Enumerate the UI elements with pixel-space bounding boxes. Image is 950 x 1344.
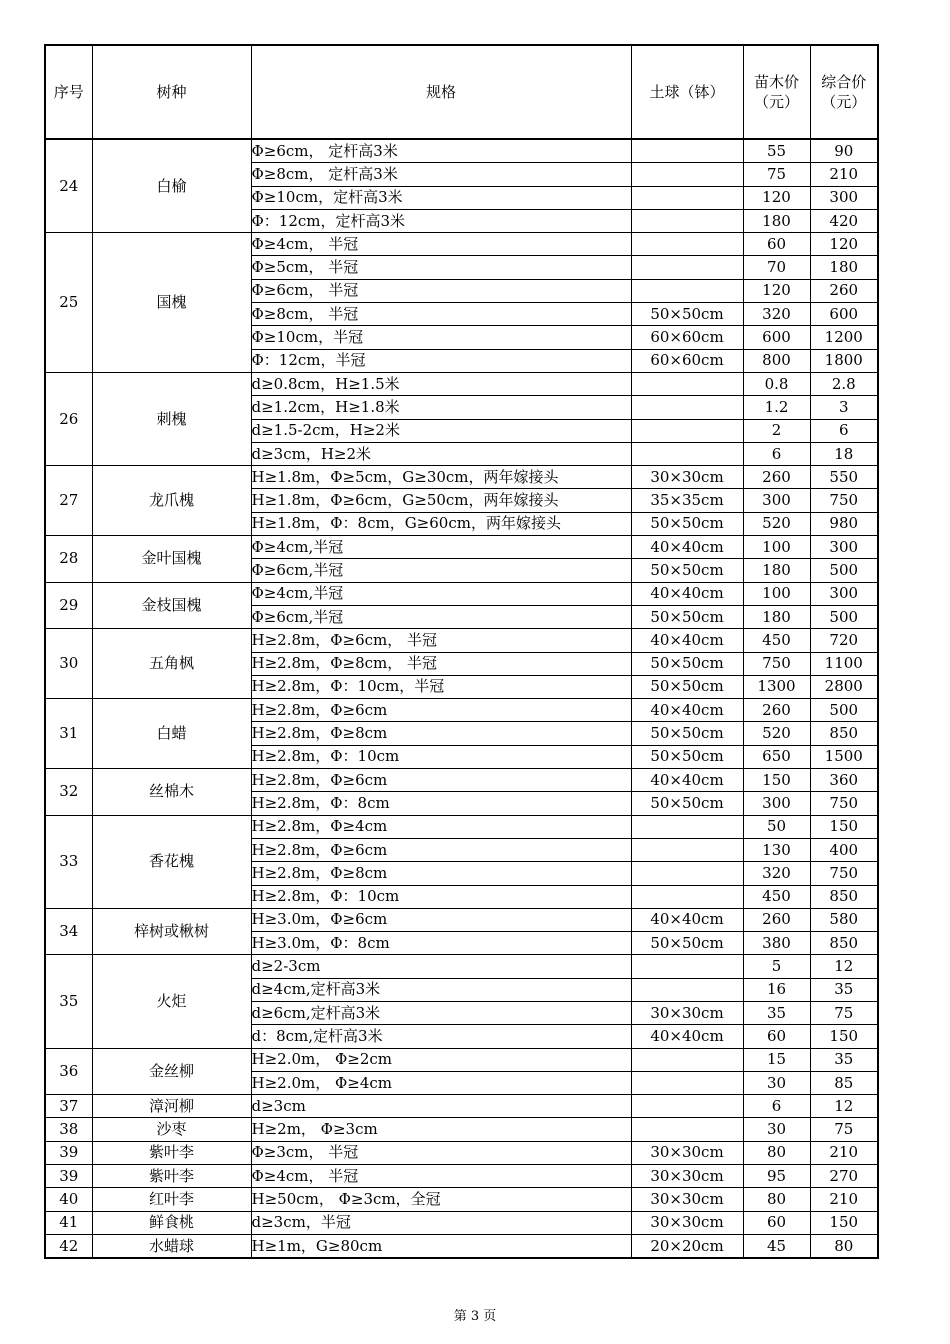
row-number: 42 xyxy=(45,1234,92,1258)
table-row xyxy=(45,582,878,605)
spec-cell: H≥2m， Φ≥3cm xyxy=(251,1118,631,1141)
table-row xyxy=(45,1234,878,1258)
soil-ball-cell xyxy=(631,955,743,978)
seedling-price-cell: 55 xyxy=(743,139,810,163)
spec-cell: Φ≥4cm,半冠 xyxy=(251,582,631,605)
tree-species: 漳河柳 xyxy=(92,1095,251,1118)
spec-cell: Φ≥6cm,半冠 xyxy=(251,605,631,628)
soil-ball-cell xyxy=(631,815,743,838)
seedling-price-cell: 6 xyxy=(743,442,810,465)
seedling-price-cell: 45 xyxy=(743,1234,810,1258)
seedling-price-cell: 80 xyxy=(743,1188,810,1211)
total-price-cell: 580 xyxy=(810,908,878,931)
total-price-cell: 750 xyxy=(810,862,878,885)
row-number: 32 xyxy=(45,769,92,816)
seedling-price-cell: 6 xyxy=(743,1095,810,1118)
spec-cell: Φ≥6cm， 定杆高3米 xyxy=(251,139,631,163)
spec-cell: d≥2-3cm xyxy=(251,955,631,978)
soil-ball-cell xyxy=(631,279,743,302)
soil-ball-cell xyxy=(631,1071,743,1094)
seedling-price-cell: 0.8 xyxy=(743,372,810,395)
seedling-price-cell: 300 xyxy=(743,489,810,512)
soil-ball-cell xyxy=(631,256,743,279)
seedling-price-cell: 260 xyxy=(743,466,810,489)
soil-ball-cell xyxy=(631,885,743,908)
spec-cell: H≥2.8m，Φ：10cm，半冠 xyxy=(251,675,631,698)
seedling-price-cell: 450 xyxy=(743,629,810,652)
tree-species: 白蜡 xyxy=(92,699,251,769)
soil-ball-cell: 30×30cm xyxy=(631,466,743,489)
seedling-price-cell: 100 xyxy=(743,582,810,605)
soil-ball-cell: 40×40cm xyxy=(631,769,743,792)
tree-species: 紫叶李 xyxy=(92,1141,251,1164)
total-price-cell: 420 xyxy=(810,209,878,232)
spec-cell: d≥1.2cm，H≥1.8米 xyxy=(251,396,631,419)
total-price-cell: 1100 xyxy=(810,652,878,675)
header-spec: 规格 xyxy=(251,45,631,139)
total-price-cell: 12 xyxy=(810,955,878,978)
total-price-cell: 75 xyxy=(810,1118,878,1141)
header-total-price-line2: （元） xyxy=(821,93,867,111)
total-price-cell: 1500 xyxy=(810,745,878,768)
spec-cell: d≥3cm，H≥2米 xyxy=(251,442,631,465)
seedling-price-cell: 320 xyxy=(743,303,810,326)
tree-species: 红叶李 xyxy=(92,1188,251,1211)
total-price-cell: 1200 xyxy=(810,326,878,349)
total-price-cell: 150 xyxy=(810,815,878,838)
spec-cell: H≥2.8m，Φ：10cm xyxy=(251,745,631,768)
spec-cell: H≥2.8m，Φ≥8cm xyxy=(251,722,631,745)
seedling-price-cell: 450 xyxy=(743,885,810,908)
seedling-price-cell: 75 xyxy=(743,163,810,186)
row-number: 26 xyxy=(45,372,92,465)
tree-species: 香花槐 xyxy=(92,815,251,908)
soil-ball-cell: 50×50cm xyxy=(631,559,743,582)
seedling-price-cell: 80 xyxy=(743,1141,810,1164)
row-number: 28 xyxy=(45,536,92,583)
seedling-price-cell: 800 xyxy=(743,349,810,372)
spec-cell: Φ≥5cm， 半冠 xyxy=(251,256,631,279)
table-row xyxy=(45,908,878,931)
seedling-price-cell: 150 xyxy=(743,769,810,792)
seedling-price-cell: 16 xyxy=(743,978,810,1001)
spec-cell: H≥3.0m，Φ：8cm xyxy=(251,932,631,955)
soil-ball-cell: 50×50cm xyxy=(631,605,743,628)
spec-cell: Φ≥3cm， 半冠 xyxy=(251,1141,631,1164)
spec-cell: H≥50cm， Φ≥3cm，全冠 xyxy=(251,1188,631,1211)
seedling-price-cell: 260 xyxy=(743,908,810,931)
row-number: 38 xyxy=(45,1118,92,1141)
spec-cell: H≥2.8m，Φ≥8cm， 半冠 xyxy=(251,652,631,675)
seedling-price-cell: 60 xyxy=(743,1025,810,1048)
seedling-price-cell: 15 xyxy=(743,1048,810,1071)
total-price-cell: 210 xyxy=(810,163,878,186)
total-price-cell: 12 xyxy=(810,1095,878,1118)
soil-ball-cell xyxy=(631,1095,743,1118)
total-price-cell: 150 xyxy=(810,1211,878,1234)
spec-cell: Φ≥4cm,半冠 xyxy=(251,536,631,559)
seedling-price-cell: 120 xyxy=(743,186,810,209)
seedling-price-cell: 180 xyxy=(743,209,810,232)
seedling-price-cell: 380 xyxy=(743,932,810,955)
spec-cell: H≥2.8m，Φ：8cm xyxy=(251,792,631,815)
total-price-cell: 260 xyxy=(810,279,878,302)
row-number: 39 xyxy=(45,1141,92,1164)
soil-ball-cell: 30×30cm xyxy=(631,1001,743,1024)
row-number: 36 xyxy=(45,1048,92,1095)
page-number: 第 3 页 xyxy=(453,1309,497,1324)
spec-cell: Φ≥4cm， 半冠 xyxy=(251,233,631,256)
table-row xyxy=(45,1211,878,1234)
soil-ball-cell xyxy=(631,139,743,163)
tree-species: 丝棉木 xyxy=(92,769,251,816)
total-price-cell: 980 xyxy=(810,512,878,535)
total-price-cell: 1800 xyxy=(810,349,878,372)
total-price-cell: 18 xyxy=(810,442,878,465)
header-seedling-price xyxy=(743,45,810,139)
total-price-cell: 120 xyxy=(810,233,878,256)
soil-ball-cell: 30×30cm xyxy=(631,1165,743,1188)
soil-ball-cell xyxy=(631,862,743,885)
total-price-cell: 85 xyxy=(810,1071,878,1094)
seedling-price-cell: 180 xyxy=(743,605,810,628)
soil-ball-cell: 40×40cm xyxy=(631,629,743,652)
row-number: 39 xyxy=(45,1165,92,1188)
spec-cell: H≥2.0m， Φ≥2cm xyxy=(251,1048,631,1071)
soil-ball-cell: 40×40cm xyxy=(631,1025,743,1048)
total-price-cell: 210 xyxy=(810,1188,878,1211)
table-row xyxy=(45,699,878,722)
header-seedling-price-line2: （元） xyxy=(753,93,799,111)
soil-ball-cell: 20×20cm xyxy=(631,1234,743,1258)
row-number: 34 xyxy=(45,908,92,955)
spec-cell: d≥0.8cm，H≥1.5米 xyxy=(251,372,631,395)
spec-cell: H≥2.8m，Φ≥4cm xyxy=(251,815,631,838)
spec-cell: Φ≥6cm,半冠 xyxy=(251,559,631,582)
table-row xyxy=(45,233,878,256)
seedling-price-cell: 260 xyxy=(743,699,810,722)
total-price-cell: 150 xyxy=(810,1025,878,1048)
soil-ball-cell xyxy=(631,838,743,861)
soil-ball-cell xyxy=(631,396,743,419)
spec-cell: Φ≥10cm，定杆高3米 xyxy=(251,186,631,209)
total-price-cell: 3 xyxy=(810,396,878,419)
total-price-cell: 2800 xyxy=(810,675,878,698)
seedling-price-cell: 1300 xyxy=(743,675,810,698)
soil-ball-cell xyxy=(631,978,743,1001)
seedling-price-cell: 100 xyxy=(743,536,810,559)
spec-cell: H≥1.8m，Φ：8cm，G≥60cm，两年嫁接头 xyxy=(251,512,631,535)
seedling-price-cell: 300 xyxy=(743,792,810,815)
soil-ball-cell xyxy=(631,233,743,256)
tree-species: 沙枣 xyxy=(92,1118,251,1141)
row-number: 31 xyxy=(45,699,92,769)
soil-ball-cell: 30×30cm xyxy=(631,1141,743,1164)
soil-ball-cell xyxy=(631,372,743,395)
spec-cell: H≥1.8m，Φ≥6cm，G≥50cm，两年嫁接头 xyxy=(251,489,631,512)
spec-cell: H≥2.8m，Φ≥6cm xyxy=(251,769,631,792)
soil-ball-cell xyxy=(631,419,743,442)
total-price-cell: 300 xyxy=(810,582,878,605)
table-row xyxy=(45,372,878,395)
seedling-price-cell: 35 xyxy=(743,1001,810,1024)
tree-species: 水蜡球 xyxy=(92,1234,251,1258)
spec-cell: d：8cm,定杆高3米 xyxy=(251,1025,631,1048)
total-price-cell: 35 xyxy=(810,978,878,1001)
total-price-cell: 90 xyxy=(810,139,878,163)
tree-species: 金丝柳 xyxy=(92,1048,251,1095)
spec-cell: H≥3.0m，Φ≥6cm xyxy=(251,908,631,931)
seedling-price-cell: 70 xyxy=(743,256,810,279)
spec-cell: H≥2.8m，Φ≥6cm， 半冠 xyxy=(251,629,631,652)
row-number: 33 xyxy=(45,815,92,908)
spec-cell: d≥3cm，半冠 xyxy=(251,1211,631,1234)
seedling-price-cell: 750 xyxy=(743,652,810,675)
seedling-price-cell: 600 xyxy=(743,326,810,349)
total-price-cell: 270 xyxy=(810,1165,878,1188)
tree-species: 国槐 xyxy=(92,233,251,373)
row-number: 37 xyxy=(45,1095,92,1118)
total-price-cell: 360 xyxy=(810,769,878,792)
total-price-cell: 75 xyxy=(810,1001,878,1024)
soil-ball-cell: 50×50cm xyxy=(631,792,743,815)
total-price-cell: 850 xyxy=(810,932,878,955)
table-row xyxy=(45,1095,878,1118)
total-price-cell: 550 xyxy=(810,466,878,489)
tree-species: 火炬 xyxy=(92,955,251,1048)
spec-cell: H≥2.8m，Φ≥6cm xyxy=(251,699,631,722)
seedling-price-cell: 1.2 xyxy=(743,396,810,419)
row-number: 41 xyxy=(45,1211,92,1234)
soil-ball-cell xyxy=(631,209,743,232)
soil-ball-cell: 35×35cm xyxy=(631,489,743,512)
total-price-cell: 500 xyxy=(810,699,878,722)
seedling-price-cell: 520 xyxy=(743,722,810,745)
total-price-cell: 35 xyxy=(810,1048,878,1071)
soil-ball-cell: 40×40cm xyxy=(631,908,743,931)
table-row xyxy=(45,955,878,978)
total-price-cell: 600 xyxy=(810,303,878,326)
soil-ball-cell xyxy=(631,1048,743,1071)
total-price-cell: 500 xyxy=(810,559,878,582)
table-row xyxy=(45,536,878,559)
seedling-price-cell: 130 xyxy=(743,838,810,861)
tree-species: 紫叶李 xyxy=(92,1165,251,1188)
soil-ball-cell: 50×50cm xyxy=(631,722,743,745)
seedling-price-cell: 520 xyxy=(743,512,810,535)
soil-ball-cell xyxy=(631,163,743,186)
row-number: 35 xyxy=(45,955,92,1048)
seedling-price-cell: 650 xyxy=(743,745,810,768)
tree-species: 刺槐 xyxy=(92,372,251,465)
soil-ball-cell: 50×50cm xyxy=(631,745,743,768)
row-number: 29 xyxy=(45,582,92,629)
seedling-price-cell: 60 xyxy=(743,1211,810,1234)
total-price-cell: 750 xyxy=(810,489,878,512)
row-number: 40 xyxy=(45,1188,92,1211)
spec-cell: H≥1m，G≥80cm xyxy=(251,1234,631,1258)
table-row xyxy=(45,1048,878,1071)
total-price-cell: 300 xyxy=(810,536,878,559)
row-number: 25 xyxy=(45,233,92,373)
spec-cell: Φ≥10cm，半冠 xyxy=(251,326,631,349)
tree-species: 梓树或楸树 xyxy=(92,908,251,955)
spec-cell: H≥1.8m，Φ≥5cm，G≥30cm，两年嫁接头 xyxy=(251,466,631,489)
spec-cell: H≥2.8m，Φ≥6cm xyxy=(251,838,631,861)
total-price-cell: 180 xyxy=(810,256,878,279)
seedling-price-cell: 50 xyxy=(743,815,810,838)
table-body xyxy=(45,139,878,1258)
seedling-price-cell: 2 xyxy=(743,419,810,442)
tree-species: 龙爪槐 xyxy=(92,466,251,536)
row-number: 30 xyxy=(45,629,92,699)
table-row xyxy=(45,1165,878,1188)
spec-cell: Φ≥4cm， 半冠 xyxy=(251,1165,631,1188)
seedling-price-cell: 180 xyxy=(743,559,810,582)
soil-ball-cell: 30×30cm xyxy=(631,1211,743,1234)
spec-cell: Φ≥6cm， 半冠 xyxy=(251,279,631,302)
soil-ball-cell: 40×40cm xyxy=(631,536,743,559)
total-price-cell: 500 xyxy=(810,605,878,628)
tree-species: 鲜食桃 xyxy=(92,1211,251,1234)
spec-cell: Φ≥8cm， 半冠 xyxy=(251,303,631,326)
tree-species: 五角枫 xyxy=(92,629,251,699)
spec-cell: d≥1.5-2cm，H≥2米 xyxy=(251,419,631,442)
spec-cell: Φ：12cm，定杆高3米 xyxy=(251,209,631,232)
seedling-price-cell: 320 xyxy=(743,862,810,885)
spec-cell: Φ≥8cm， 定杆高3米 xyxy=(251,163,631,186)
header-ball: 土球（钵） xyxy=(631,45,743,139)
seedling-price-cell: 30 xyxy=(743,1071,810,1094)
header-no: 序号 xyxy=(45,45,92,139)
table-row xyxy=(45,139,878,163)
total-price-cell: 80 xyxy=(810,1234,878,1258)
seedling-price-cell: 120 xyxy=(743,279,810,302)
header-seedling-price-line1: 苗木价 xyxy=(753,72,799,91)
table-row xyxy=(45,815,878,838)
spec-cell: H≥2.8m，Φ：10cm xyxy=(251,885,631,908)
soil-ball-cell: 40×40cm xyxy=(631,699,743,722)
total-price-cell: 400 xyxy=(810,838,878,861)
total-price-cell: 720 xyxy=(810,629,878,652)
total-price-cell: 2.8 xyxy=(810,372,878,395)
table-row xyxy=(45,1141,878,1164)
table-row xyxy=(45,1118,878,1141)
soil-ball-cell: 30×30cm xyxy=(631,1188,743,1211)
tree-species: 金枝国槐 xyxy=(92,582,251,629)
soil-ball-cell xyxy=(631,1118,743,1141)
soil-ball-cell: 50×50cm xyxy=(631,652,743,675)
header-total-price-line1: 综合价 xyxy=(821,72,867,91)
row-number: 27 xyxy=(45,466,92,536)
total-price-cell: 6 xyxy=(810,419,878,442)
soil-ball-cell: 40×40cm xyxy=(631,582,743,605)
table-row xyxy=(45,629,878,652)
spec-cell: d≥3cm xyxy=(251,1095,631,1118)
table-row xyxy=(45,466,878,489)
total-price-cell: 210 xyxy=(810,1141,878,1164)
tree-species: 金叶国槐 xyxy=(92,536,251,583)
total-price-cell: 750 xyxy=(810,792,878,815)
soil-ball-cell: 50×50cm xyxy=(631,932,743,955)
soil-ball-cell: 50×50cm xyxy=(631,512,743,535)
soil-ball-cell: 50×50cm xyxy=(631,303,743,326)
spec-cell: H≥2.8m，Φ≥8cm xyxy=(251,862,631,885)
spec-cell: d≥6cm,定杆高3米 xyxy=(251,1001,631,1024)
table-row xyxy=(45,1188,878,1211)
spec-cell: H≥2.0m， Φ≥4cm xyxy=(251,1071,631,1094)
soil-ball-cell xyxy=(631,186,743,209)
header-row xyxy=(45,45,878,139)
seedling-price-cell: 30 xyxy=(743,1118,810,1141)
total-price-cell: 850 xyxy=(810,885,878,908)
spec-cell: Φ：12cm，半冠 xyxy=(251,349,631,372)
soil-ball-cell: 50×50cm xyxy=(631,675,743,698)
price-table xyxy=(44,44,879,1259)
soil-ball-cell: 60×60cm xyxy=(631,349,743,372)
seedling-price-cell: 5 xyxy=(743,955,810,978)
total-price-cell: 300 xyxy=(810,186,878,209)
soil-ball-cell xyxy=(631,442,743,465)
header-total-price xyxy=(810,45,878,139)
seedling-price-cell: 95 xyxy=(743,1165,810,1188)
table-row xyxy=(45,769,878,792)
seedling-price-cell: 60 xyxy=(743,233,810,256)
row-number: 24 xyxy=(45,139,92,233)
soil-ball-cell: 60×60cm xyxy=(631,326,743,349)
spec-cell: d≥4cm,定杆高3米 xyxy=(251,978,631,1001)
total-price-cell: 850 xyxy=(810,722,878,745)
tree-species: 白榆 xyxy=(92,139,251,233)
header-species: 树种 xyxy=(92,45,251,139)
